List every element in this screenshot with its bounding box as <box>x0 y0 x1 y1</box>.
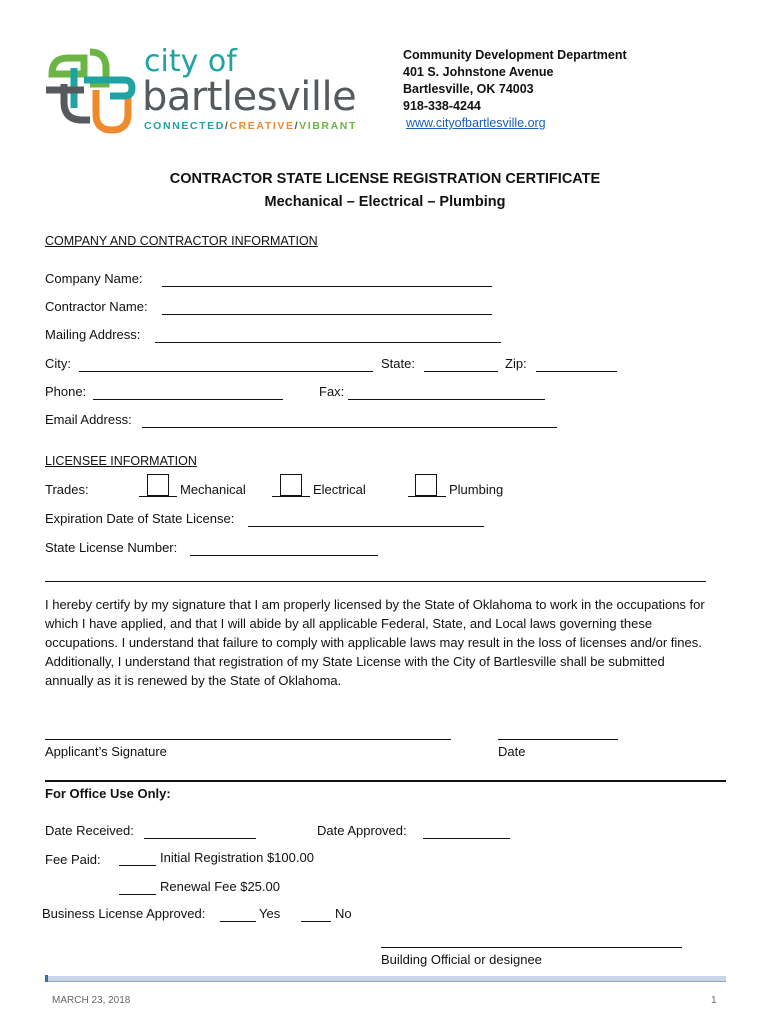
date-approved-label: Date Approved: <box>317 823 407 838</box>
company-name-label: Company Name: <box>45 271 143 286</box>
mailing-address-field[interactable] <box>155 342 501 343</box>
licensee-section-heading: LICENSEE INFORMATION <box>45 454 197 468</box>
contact-website-link[interactable]: www.cityofbartlesville.org <box>406 116 546 130</box>
page-title: CONTRACTOR STATE LICENSE REGISTRATION CERTIFICATE <box>169 171 601 187</box>
contact-address1: 401 S. Johnstone Avenue <box>403 65 554 79</box>
logo-tagline-connected: CONNECTED <box>144 120 225 132</box>
business-license-no-label: No <box>335 906 352 921</box>
zip-label: Zip: <box>505 356 527 371</box>
fax-field[interactable] <box>348 399 545 400</box>
fee-paid-label: Fee Paid: <box>45 852 101 867</box>
fax-label: Fax: <box>319 384 345 399</box>
mailing-address-label: Mailing Address: <box>45 327 141 342</box>
mechanical-label: Mechanical <box>180 482 246 497</box>
contact-address2: Bartlesville, OK 74003 <box>403 82 534 96</box>
date-received-label: Date Received: <box>45 823 134 838</box>
plumbing-underline <box>408 496 446 497</box>
business-license-no-field[interactable] <box>301 921 331 922</box>
footer-bar <box>45 976 726 982</box>
license-number-label: State License Number: <box>45 540 178 555</box>
footer-accent <box>45 975 48 982</box>
applicant-signature-field[interactable] <box>45 739 451 740</box>
trades-label: Trades: <box>45 482 89 497</box>
mechanical-checkbox[interactable] <box>147 474 169 496</box>
contact-dept: Community Development Department <box>403 48 627 62</box>
expiration-label: Expiration Date of State License: <box>45 511 235 526</box>
logo-name: bartlesville <box>142 74 357 120</box>
signature-date-field[interactable] <box>498 739 618 740</box>
logo-city-of: city of <box>144 44 237 79</box>
state-label: State: <box>381 356 415 371</box>
email-field[interactable] <box>142 427 557 428</box>
mechanical-underline <box>139 496 177 497</box>
license-number-field[interactable] <box>190 555 378 556</box>
plumbing-label: Plumbing <box>449 482 504 497</box>
logo-tagline <box>144 120 357 132</box>
office-divider <box>45 780 726 782</box>
renewal-fee-label: Renewal Fee $25.00 <box>160 879 280 894</box>
state-field[interactable] <box>424 371 498 372</box>
footer-date: MARCH 23, 2018 <box>52 995 131 1006</box>
contractor-name-label: Contractor Name: <box>45 299 148 314</box>
date-approved-field[interactable] <box>423 838 510 839</box>
initial-registration-field[interactable] <box>119 865 156 866</box>
page-subtitle: Mechanical – Electrical – Plumbing <box>264 194 506 210</box>
city-logo <box>44 44 374 136</box>
zip-field[interactable] <box>536 371 617 372</box>
date-received-field[interactable] <box>144 838 256 839</box>
contact-phone: 918-338-4244 <box>403 99 481 113</box>
city-label: City: <box>45 356 71 371</box>
renewal-fee-field[interactable] <box>119 894 156 895</box>
electrical-checkbox[interactable] <box>280 474 302 496</box>
signature-date-label: Date <box>498 744 526 759</box>
company-name-field[interactable] <box>162 286 492 287</box>
logo-tagline-sep: / <box>224 120 230 132</box>
electrical-label: Electrical <box>313 482 366 497</box>
section-divider <box>45 581 706 582</box>
contractor-name-field[interactable] <box>162 314 492 315</box>
email-label: Email Address: <box>45 412 132 427</box>
phone-field[interactable] <box>93 399 283 400</box>
expiration-field[interactable] <box>248 526 484 527</box>
company-section-heading: COMPANY AND CONTRACTOR INFORMATION <box>45 234 318 248</box>
electrical-underline <box>272 496 310 497</box>
business-license-yes-label: Yes <box>259 906 281 921</box>
office-heading: For Office Use Only: <box>45 786 171 801</box>
certification-paragraph: I hereby certify by my signature that I am properly licensed by the State of Oklahoma to work in the occupations for which I have applied, and that I will abide by all applicable Federal, State, and Local laws governing these occupations. I understand that failure to comply with applicable laws may result in the loss of licenses and/or fines. Additionally, I understand that registration of my State License with the City of Bartlesville shall be submitted annually as it is renewed by the State of Oklahoma. <box>45 597 705 688</box>
footer-page-number: 1 <box>711 995 717 1006</box>
business-license-label: Business License Approved: <box>42 906 206 921</box>
logo-tagline-vibrant: VIBRANT <box>299 120 357 132</box>
initial-registration-label: Initial Registration $100.00 <box>160 850 314 865</box>
phone-label: Phone: <box>45 384 87 399</box>
applicant-signature-label: Applicant’s Signature <box>45 744 167 759</box>
logo-tagline-creative: CREATIVE <box>229 120 295 132</box>
business-license-yes-field[interactable] <box>220 921 256 922</box>
official-signature-label: Building Official or designee <box>381 952 542 967</box>
plumbing-checkbox[interactable] <box>415 474 437 496</box>
official-signature-field[interactable] <box>381 947 682 948</box>
city-logo-mark-icon <box>44 44 136 136</box>
logo-tagline-sep: / <box>294 120 300 132</box>
contact-block <box>403 47 627 132</box>
city-field[interactable] <box>79 371 373 372</box>
